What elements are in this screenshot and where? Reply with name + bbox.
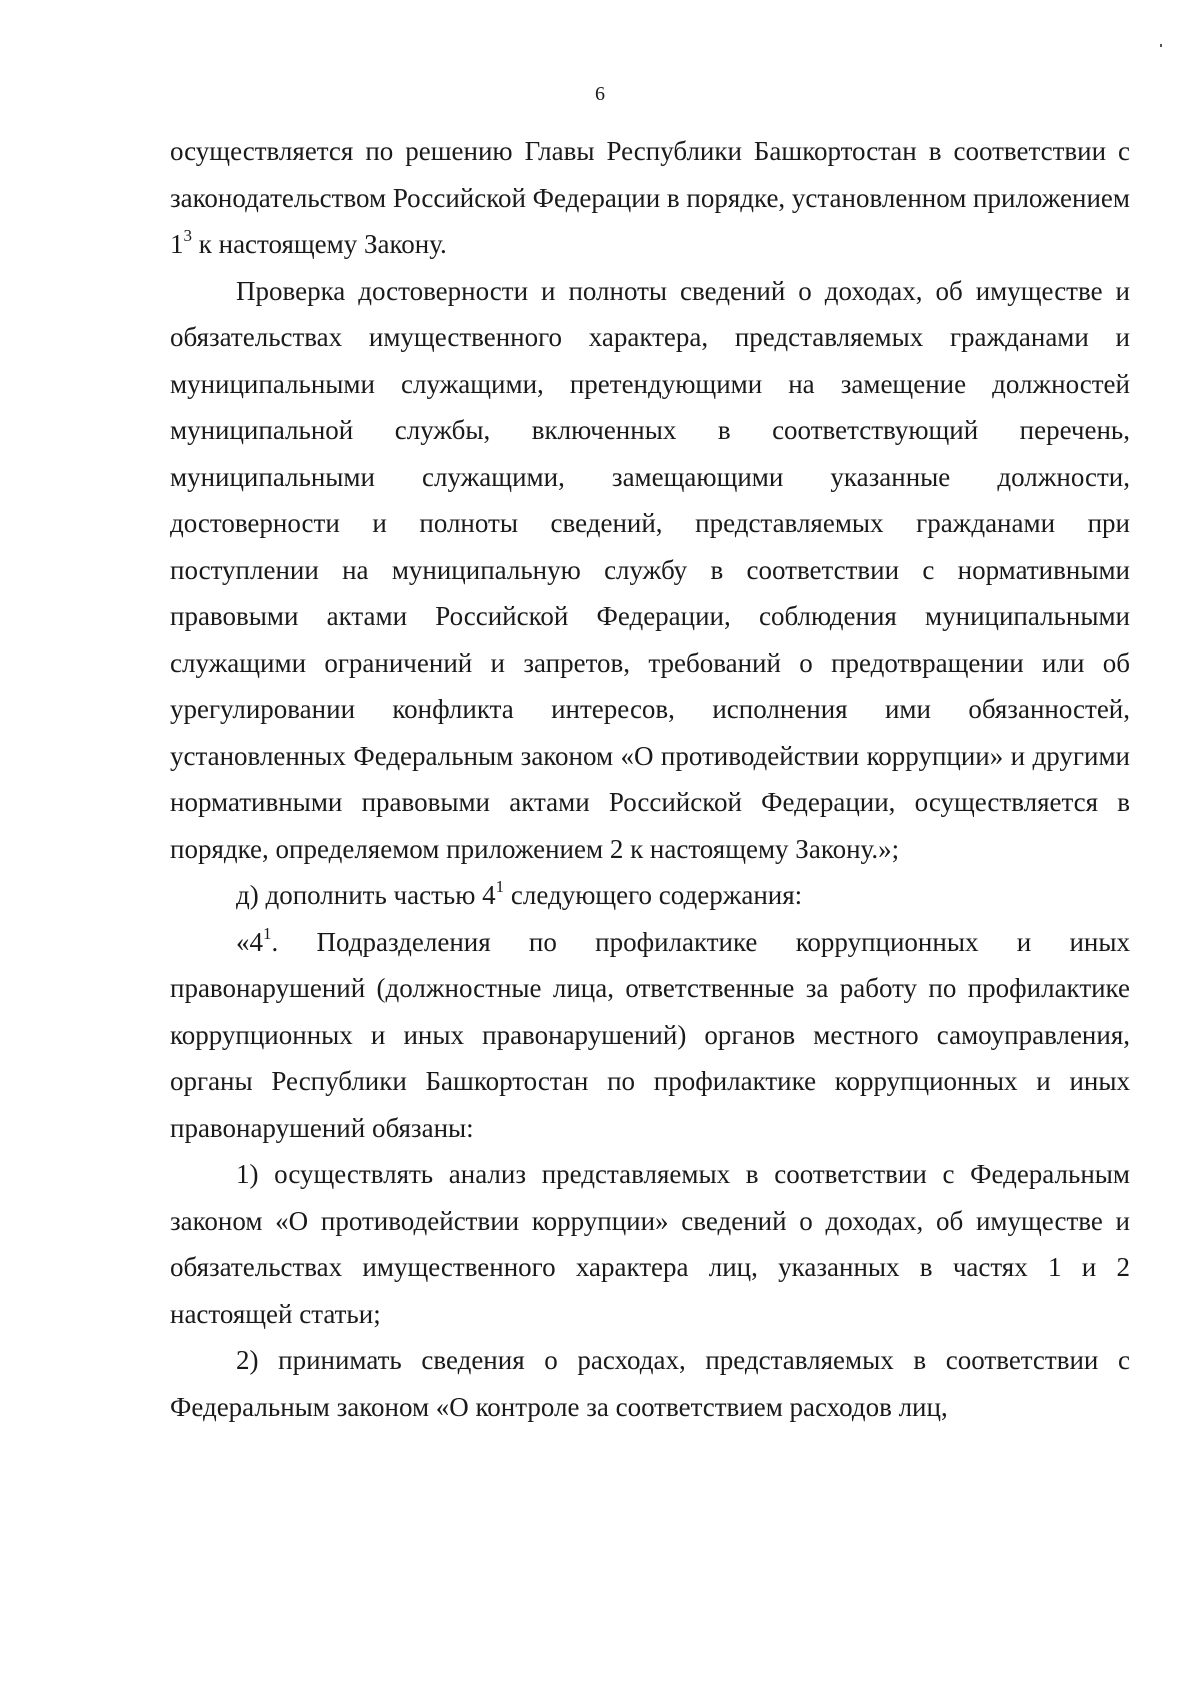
paragraph (170, 128, 1130, 268)
paragraph (170, 919, 1130, 1152)
paragraph-text: к настоящему Закону. (192, 229, 447, 259)
paragraph-text: осуществляется по решению Главы Республики Башкортостан в соответствии с законодательством Российской Федерации в порядке, установленном приложением 1 (170, 136, 1131, 259)
superscript-index: 1 (495, 877, 505, 896)
paragraph-text: д) дополнить частью 4 (236, 880, 496, 910)
paragraph (170, 872, 1130, 919)
paragraph (170, 1151, 1130, 1337)
paragraph-text: 1) осуществлять анализ представляемых в соответствии с Федеральным законом «О противодействии коррупции» сведений о доходах, об имуществе и обязательствах имущественного характера лиц, указанных в частях 1 и 2 настоящей статьи; (170, 1159, 1130, 1329)
paragraph-text: Проверка достоверности и полноты сведений о доходах, об имуществе и обязательствах имущественного характера, представляемых гражданами и муниципальными служащими, претендующими на замещение должностей муниципальной службы, включенных в соответствующий перечень, муниципальными служащими, замещающими указанные должности, достоверности и полноты сведений, представляемых гражданами при поступлении на муниципальную службу в соответствии с нормативными правовыми актами Российской Федерации, соблюдения муниципальными служащими ограничений и запретов, требований о предотвращении или об урегулировании конфликта интересов, исполнения ими обязанностей, установленных Федеральным законом «О противодействии коррупции» и другими нормативными правовыми актами Российской Федерации, осуществляется в порядке, определяемом приложением 2 к настоящему Закону.»; (170, 275, 1130, 864)
paragraph (170, 1337, 1130, 1430)
superscript-index: 1 (263, 923, 272, 943)
paragraph-text: следующего содержания: (504, 880, 803, 910)
scan-speck (1160, 44, 1162, 47)
paragraph-text: «4 (236, 926, 263, 957)
paragraph (170, 268, 1130, 873)
page-number: 6 (595, 83, 605, 105)
paragraph-text: . Подразделения по профилактике коррупционных и иных правонарушений (должностные лица, ответственные за работу по профилактике коррупционных и иных правонарушений) органов местного самоуправления, органы Республики Башкортостан по профилактике коррупционных и иных правонарушений обязаны: (170, 926, 1130, 1143)
paragraph-text: 2) принимать сведения о расходах, представляемых в соответствии с Федеральным законом «О контроле за соответствием расходов лиц, (170, 1345, 1130, 1422)
document-body (170, 128, 1130, 1430)
superscript-index: 3 (183, 226, 192, 245)
